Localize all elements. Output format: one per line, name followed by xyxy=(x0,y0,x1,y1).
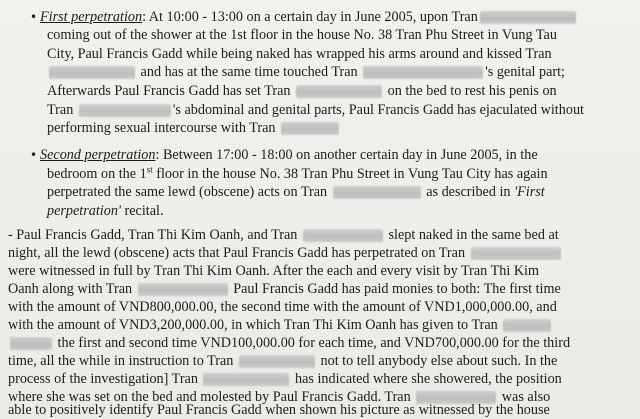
first-perpetration-line-7: performing sexual intercourse with Tran xyxy=(47,119,341,137)
paragraph-line-7: the first and second time VND100,000.00 for each time, and VND700,000.00 for the third xyxy=(8,334,570,352)
paragraph-line-3: were witnessed in full by Tran Thi Kim Oanh. After the each and every visit by Tran Thi Kim xyxy=(8,263,540,279)
redaction-block xyxy=(296,85,382,98)
paragraph-line-9: process of the investigation] Tran has indicated where she showered, the position xyxy=(8,371,562,387)
first-perpetration-line-6: Tran 's abdominal and genital parts, Paul Francis Gadd has ejaculated without xyxy=(47,102,584,118)
second-perpetration-line-2: bedroom on the 1st floor in the house No. 38 Tran Phu Street in Vung Tau City has again xyxy=(47,164,548,182)
bullet-icon: • xyxy=(30,148,38,162)
redaction-block xyxy=(138,283,228,296)
second-perpetration-line-3: perpetrated the same lewd (obscene) acts on Tran as described in 'First xyxy=(47,184,545,200)
paragraph-line-6: with the amount of VND3,200,000.00, in which Tran Thi Kim Oanh has given to Tran xyxy=(8,316,553,334)
paragraph-line-11: able to positively identify Paul Francis Gadd when shown his picture as witnessed by the house xyxy=(8,402,550,418)
paragraph-line-1: - Paul Francis Gadd, Tran Thi Kim Oanh, and Tran slept naked in the same bed at xyxy=(8,227,559,243)
bullet-icon: • xyxy=(30,10,38,24)
first-perpetration-line-4: and has at the same time touched Tran 's genital part; xyxy=(47,63,565,81)
redaction-block xyxy=(303,229,383,242)
paragraph-line-2: night, all the lewd (obscene) acts that Paul Francis Gadd has perpetrated on Tran xyxy=(8,244,563,262)
redaction-block xyxy=(480,11,576,24)
first-perpetration-line-2: coming out of the shower at the 1st floor in the house No. 38 Tran Phu Street in Vung Tau xyxy=(47,27,557,43)
first-perpetration-line-5: Afterwards Paul Francis Gadd has set Tran on the bed to rest his penis on xyxy=(47,83,557,99)
first-perpetration-line-1: • First perpetration: At 10:00 - 13:00 on a certain day in June 2005, upon Tran xyxy=(30,8,578,26)
redaction-block xyxy=(471,247,561,260)
redaction-block xyxy=(203,373,289,386)
redaction-block xyxy=(363,66,483,79)
first-perpetration-heading: First perpetration xyxy=(40,9,143,25)
redaction-block xyxy=(49,66,135,79)
redaction-block xyxy=(10,337,52,350)
redaction-block xyxy=(333,186,421,199)
paragraph-line-4: Oanh along with Tran Paul Francis Gadd has paid monies to both: The first time xyxy=(8,281,561,297)
redaction-block xyxy=(239,355,315,368)
second-perpetration-line-4: perpetration' recital. xyxy=(47,203,164,219)
redaction-block xyxy=(281,122,339,135)
paragraph-line-8: time, all the while in instruction to Tran not to tell anybody else about such. In the xyxy=(8,353,558,369)
redaction-block xyxy=(79,104,171,117)
first-perpetration-line-3: City, Paul Francis Gadd while being naked has wrapped his arms around and kissed Tran xyxy=(47,46,552,62)
second-perpetration-line-1: • Second perpetration: Between 17:00 - 18:00 on another certain day in June 2005, in the xyxy=(30,147,538,163)
paragraph-line-10: where she was set on the bed and molested by Paul Francis Gadd. Tran was also xyxy=(8,389,551,405)
paragraph-line-5: with the amount of VND800,000.00, the second time with the amount of VND1,000,000.00, and xyxy=(8,299,557,315)
second-perpetration-heading: Second perpetration xyxy=(40,147,156,163)
redaction-block xyxy=(503,319,551,332)
